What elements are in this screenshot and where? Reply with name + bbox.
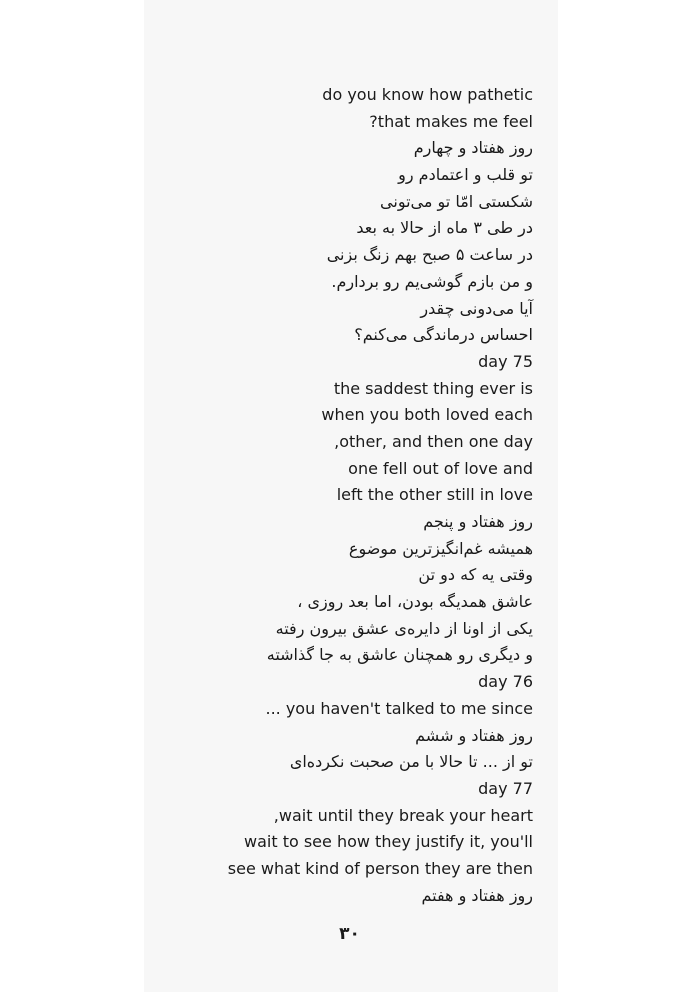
text-line: در ساعت ۵ صبح بهم زنگ بزنی <box>326 245 533 265</box>
text-line: wait to see how they justify it, you'll <box>244 832 533 852</box>
page-number: ۳۰ <box>339 924 360 944</box>
text-line: ... you haven't talked to me since <box>265 698 533 718</box>
text-line: آیا می‌دونی چقدر <box>420 298 533 318</box>
day-heading: day 77 <box>478 778 533 798</box>
text-line: روز هفتاد و ششم <box>415 725 533 745</box>
text-line: روز هفتاد و هفتم <box>421 885 533 905</box>
text-line: تو از ... تا حالا با من صحبت نکرده‌ای <box>289 752 533 772</box>
text-line: the saddest thing ever is <box>333 378 533 398</box>
text-line: see what kind of person they are then <box>227 858 533 878</box>
text-line: روز هفتاد و پنجم <box>423 512 533 531</box>
text-line: و من بازم گوشی‌یم رو بردارم. <box>331 271 533 291</box>
text-line: ,other, and then one day <box>334 431 533 451</box>
text-line: همیشه غم‌انگیزترین موضوع <box>348 538 533 558</box>
text-line: روز هفتاد و چهارم <box>413 138 533 158</box>
text-line: تو قلب و اعتمادم رو <box>398 165 533 185</box>
text-block <box>113 82 533 909</box>
text-line: when you both loved each <box>321 405 533 425</box>
text-line: ?that makes me feel <box>369 111 533 131</box>
day-heading: day 75 <box>478 351 533 371</box>
text-line: در طی ۳ ماه از حالا به بعد <box>356 218 533 238</box>
text-line: شکستی امّا تو می‌تونی <box>380 191 533 211</box>
text-line: و دیگری رو همچنان عاشق به جا گذاشته <box>266 645 533 665</box>
text-line: احساس درماندگی می‌کنم؟ <box>354 325 533 345</box>
text-line: left the other still in love <box>336 485 533 505</box>
day-heading: day 76 <box>478 672 533 692</box>
text-line: one fell out of love and <box>348 458 533 478</box>
text-line: ,wait until they break your heart <box>273 805 533 825</box>
text-line: وقتی یه که دو تن <box>418 565 533 585</box>
text-line: یکی از اونا از دایره‌ی عشق بیرون رفته <box>275 618 533 638</box>
text-line: do you know how pathetic <box>322 85 533 104</box>
text-line: عاشق همدیگه بودن، اما بعد روزی ، <box>297 592 533 612</box>
